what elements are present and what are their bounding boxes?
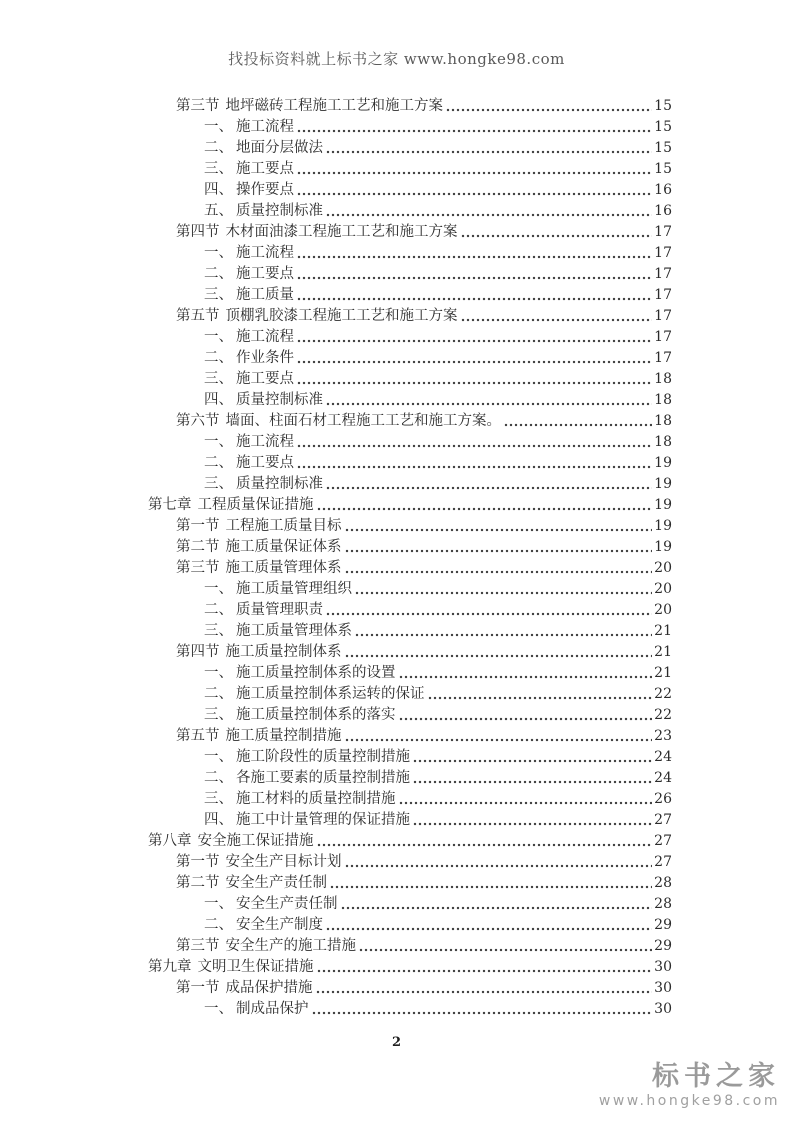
toc-entry-number: 三、 [204, 707, 233, 723]
toc-page-number: 30 [654, 959, 672, 975]
toc-page-number: 29 [654, 917, 672, 933]
toc-entry[interactable] [148, 117, 672, 138]
toc-entry[interactable] [148, 96, 672, 117]
toc-page-number: 15 [654, 140, 672, 156]
toc-list [148, 96, 672, 1020]
toc-entry-title: 质量管理职责 [236, 602, 323, 618]
toc-entry[interactable] [148, 180, 672, 201]
toc-entry-title: 文明卫生保证措施 [197, 959, 314, 975]
toc-page-number: 15 [654, 98, 672, 114]
toc-page-number: 20 [654, 602, 672, 618]
toc-entry-title: 成品保护措施 [225, 980, 313, 996]
toc-dot-leader [326, 611, 652, 617]
toc-entry[interactable] [148, 138, 672, 159]
toc-entry[interactable] [148, 579, 672, 600]
toc-entry[interactable] [148, 327, 672, 348]
toc-entry-number: 第一节 [176, 854, 220, 870]
toc-dot-leader [413, 821, 652, 827]
toc-entry-title: 质量控制标准 [236, 392, 323, 408]
toc-entry-number: 第三节 [176, 938, 220, 954]
toc-entry-title: 安全生产责任制 [225, 875, 327, 891]
toc-entry-number: 一、 [204, 434, 233, 450]
toc-entry[interactable] [148, 411, 672, 432]
toc-entry-title: 作业条件 [236, 350, 294, 366]
toc-entry-number: 五、 [204, 203, 233, 219]
toc-page-number: 17 [654, 329, 672, 345]
toc-dot-leader [399, 800, 653, 806]
toc-dot-leader [359, 947, 652, 953]
toc-entry[interactable] [148, 726, 672, 747]
toc-entry-title: 质量控制标准 [236, 203, 323, 219]
toc-entry-number: 二、 [204, 455, 233, 471]
toc-dot-leader [330, 884, 652, 890]
toc-page-number: 19 [654, 497, 672, 513]
toc-dot-leader [312, 1010, 653, 1016]
toc-entry-title: 施工要点 [236, 161, 294, 177]
toc-entry-number: 二、 [204, 602, 233, 618]
toc-entry-number: 二、 [204, 350, 233, 366]
toc-dot-leader [413, 779, 652, 785]
toc-entry-number: 一、 [204, 665, 233, 681]
site-watermark [598, 1060, 780, 1109]
toc-page-number: 17 [654, 308, 672, 324]
toc-entry-number: 第五节 [176, 728, 220, 744]
toc-entry-number: 第三节 [176, 98, 220, 114]
toc-entry-title: 安全施工保证措施 [197, 833, 314, 849]
toc-entry-number: 第三节 [176, 560, 220, 576]
toc-entry-title: 施工流程 [236, 434, 294, 450]
toc-entry-number: 三、 [204, 476, 233, 492]
toc-entry-number: 一、 [204, 1001, 233, 1017]
toc-dot-leader [504, 422, 652, 428]
toc-page-number: 27 [654, 833, 672, 849]
toc-entry[interactable] [148, 285, 672, 306]
toc-entry-title: 施工质量控制体系运转的保证 [236, 686, 425, 702]
toc-page-number: 20 [654, 581, 672, 597]
toc-entry-number: 二、 [204, 140, 233, 156]
toc-entry-title: 施工要点 [236, 371, 294, 387]
toc-entry[interactable] [148, 768, 672, 789]
toc-dot-leader [345, 653, 653, 659]
toc-dot-leader [297, 254, 652, 260]
toc-page-number: 17 [654, 287, 672, 303]
toc-entry[interactable] [148, 600, 672, 621]
toc-entry-number: 三、 [204, 287, 233, 303]
page-header-text: 找投标资料就上标书之家 www.hongke98.com [228, 50, 565, 68]
toc-page-number: 22 [654, 686, 672, 702]
toc-entry[interactable] [148, 810, 672, 831]
toc-entry-number: 一、 [204, 119, 233, 135]
watermark-brand-logo: 标书之家 [652, 1060, 780, 1092]
toc-entry-number: 第一节 [176, 980, 220, 996]
toc-dot-leader [399, 674, 653, 680]
toc-dot-leader [297, 275, 652, 281]
toc-entry[interactable] [148, 621, 672, 642]
toc-dot-leader [326, 149, 652, 155]
toc-entry-number: 四、 [204, 182, 233, 198]
toc-entry[interactable] [148, 936, 672, 957]
toc-dot-leader [399, 716, 653, 722]
toc-dot-leader [297, 464, 652, 470]
toc-page-number: 21 [654, 644, 672, 660]
toc-entry[interactable] [148, 999, 672, 1020]
toc-page-number: 19 [654, 476, 672, 492]
toc-entry-number: 第二节 [176, 875, 220, 891]
toc-entry-title: 施工阶段性的质量控制措施 [236, 749, 410, 765]
toc-entry-title: 施工质量管理体系 [225, 560, 342, 576]
toc-entry-title: 工程施工质量目标 [225, 518, 342, 534]
toc-entry[interactable] [148, 894, 672, 915]
toc-page-number: 18 [654, 413, 672, 429]
toc-entry[interactable] [148, 831, 672, 852]
toc-entry-title: 工程质量保证措施 [197, 497, 314, 513]
toc-entry-number: 四、 [204, 812, 233, 828]
toc-dot-leader [297, 191, 652, 197]
toc-entry[interactable] [148, 978, 672, 999]
toc-page-number: 16 [654, 182, 672, 198]
toc-entry-number: 第七章 [148, 497, 192, 513]
toc-entry-title: 安全生产责任制 [236, 896, 338, 912]
toc-entry[interactable] [148, 264, 672, 285]
toc-page-number: 30 [654, 1001, 672, 1017]
toc-entry-title: 施工材料的质量控制措施 [236, 791, 396, 807]
toc-page-number: 24 [654, 770, 672, 786]
toc-entry-number: 三、 [204, 623, 233, 639]
toc-entry-title: 施工流程 [236, 245, 294, 261]
toc-entry-title: 施工质量管理体系 [236, 623, 352, 639]
toc-entry-number: 第四节 [176, 224, 220, 240]
toc-page-number: 17 [654, 245, 672, 261]
toc-entry-number: 二、 [204, 917, 233, 933]
toc-entry[interactable] [148, 201, 672, 222]
toc-entry-title: 地面分层做法 [236, 140, 323, 156]
toc-dot-leader [461, 233, 653, 239]
toc-dot-leader [345, 548, 653, 554]
toc-page-number: 22 [654, 707, 672, 723]
toc-dot-leader [326, 401, 652, 407]
toc-entry-number: 三、 [204, 791, 233, 807]
toc-page-number: 24 [654, 749, 672, 765]
toc-entry-title: 施工质量控制体系的落实 [236, 707, 396, 723]
toc-page-number: 26 [654, 791, 672, 807]
toc-entry-title: 施工要点 [236, 266, 294, 282]
toc-entry[interactable] [148, 222, 672, 243]
toc-page-number: 21 [654, 623, 672, 639]
toc-dot-leader [297, 359, 652, 365]
toc-page-number: 19 [654, 455, 672, 471]
toc-entry-number: 第五节 [176, 308, 220, 324]
toc-entry[interactable] [148, 369, 672, 390]
toc-dot-leader [326, 212, 652, 218]
toc-dot-leader [345, 863, 653, 869]
footer-page-number: 2 [391, 1035, 402, 1050]
toc-dot-leader [355, 590, 652, 596]
toc-entry[interactable] [148, 558, 672, 579]
toc-dot-leader [297, 443, 652, 449]
toc-dot-leader [428, 695, 653, 701]
toc-dot-leader [317, 506, 653, 512]
toc-dot-leader [413, 758, 652, 764]
toc-entry[interactable] [148, 915, 672, 936]
toc-entry-number: 第六节 [176, 413, 220, 429]
toc-entry[interactable] [148, 390, 672, 411]
toc-entry-title: 施工质量控制措施 [225, 728, 342, 744]
toc-entry-title: 施工质量控制体系的设置 [236, 665, 396, 681]
toc-entry-title: 施工质量控制体系 [225, 644, 342, 660]
toc-entry[interactable] [148, 474, 672, 495]
toc-page-number: 17 [654, 224, 672, 240]
toc-dot-leader [326, 926, 652, 932]
toc-entry-title: 施工质量 [236, 287, 294, 303]
toc-entry[interactable] [148, 747, 672, 768]
toc-page-number: 27 [654, 854, 672, 870]
toc-entry-number: 一、 [204, 896, 233, 912]
toc-entry[interactable] [148, 873, 672, 894]
toc-entry-title: 施工流程 [236, 329, 294, 345]
toc-page-number: 28 [654, 875, 672, 891]
toc-entry-number: 一、 [204, 329, 233, 345]
toc-page-number: 17 [654, 350, 672, 366]
toc-page-number: 18 [654, 392, 672, 408]
toc-dot-leader [461, 317, 653, 323]
toc-dot-leader [317, 842, 653, 848]
toc-entry-number: 第四节 [176, 644, 220, 660]
toc-entry-number: 第九章 [148, 959, 192, 975]
toc-entry[interactable] [148, 243, 672, 264]
watermark-url: www.hongke98.com [598, 1093, 780, 1109]
toc-page-number: 17 [654, 266, 672, 282]
toc-entry-number: 二、 [204, 266, 233, 282]
toc-page-number: 23 [654, 728, 672, 744]
toc-entry-title: 施工中计量管理的保证措施 [236, 812, 410, 828]
toc-entry[interactable] [148, 432, 672, 453]
toc-entry[interactable] [148, 684, 672, 705]
toc-entry[interactable] [148, 537, 672, 558]
toc-entry[interactable] [148, 852, 672, 873]
toc-entry-number: 第一节 [176, 518, 220, 534]
toc-dot-leader [345, 569, 653, 575]
toc-entry-number: 三、 [204, 161, 233, 177]
toc-page-number: 16 [654, 203, 672, 219]
toc-page-number: 18 [654, 434, 672, 450]
toc-page-number: 15 [654, 119, 672, 135]
toc-page-number: 28 [654, 896, 672, 912]
toc-entry-title: 顶棚乳胶漆工程施工工艺和施工方案 [225, 308, 458, 324]
toc-page-number: 15 [654, 161, 672, 177]
toc-entry[interactable] [148, 663, 672, 684]
toc-dot-leader [297, 128, 652, 134]
toc-entry-number: 二、 [204, 686, 233, 702]
toc-entry[interactable] [148, 348, 672, 369]
toc-entry-title: 各施工要素的质量控制措施 [236, 770, 410, 786]
toc-entry[interactable] [148, 159, 672, 180]
toc-dot-leader [317, 968, 653, 974]
toc-entry-number: 第八章 [148, 833, 192, 849]
toc-dot-leader [446, 107, 652, 113]
toc-entry-title: 施工流程 [236, 119, 294, 135]
toc-entry-number: 一、 [204, 245, 233, 261]
toc-entry[interactable] [148, 306, 672, 327]
toc-entry-title: 地坪磁砖工程施工工艺和施工方案 [225, 98, 443, 114]
toc-entry-title: 施工要点 [236, 455, 294, 471]
toc-entry[interactable] [148, 642, 672, 663]
toc-entry-number: 四、 [204, 392, 233, 408]
toc-entry[interactable] [148, 453, 672, 474]
toc-entry-number: 二、 [204, 770, 233, 786]
toc-page-number: 27 [654, 812, 672, 828]
toc-dot-leader [341, 905, 653, 911]
toc-entry[interactable] [148, 495, 672, 516]
toc-page-number: 19 [654, 539, 672, 555]
toc-entry-title: 安全生产的施工措施 [225, 938, 356, 954]
toc-dot-leader [345, 737, 653, 743]
toc-entry-title: 施工质量保证体系 [225, 539, 342, 555]
toc-page-number: 19 [654, 518, 672, 534]
toc-entry-number: 三、 [204, 371, 233, 387]
toc-dot-leader [355, 632, 652, 638]
toc-entry[interactable] [148, 516, 672, 537]
toc-entry-title: 安全生产目标计划 [225, 854, 342, 870]
toc-page-number: 29 [654, 938, 672, 954]
toc-page-number: 21 [654, 665, 672, 681]
toc-dot-leader [316, 989, 653, 995]
toc-entry-title: 操作要点 [236, 182, 294, 198]
toc-dot-leader [297, 338, 652, 344]
toc-page-number: 18 [654, 371, 672, 387]
toc-entry-number: 一、 [204, 581, 233, 597]
toc-entry-title: 质量控制标准 [236, 476, 323, 492]
toc-entry[interactable] [148, 789, 672, 810]
toc-dot-leader [297, 380, 652, 386]
toc-dot-leader [297, 170, 652, 176]
toc-entry-title: 墙面、柱面石材工程施工工艺和施工方案。 [225, 413, 501, 429]
toc-entry-title: 施工质量管理组织 [236, 581, 352, 597]
toc-dot-leader [326, 485, 652, 491]
toc-page-number: 20 [654, 560, 672, 576]
toc-page-number: 30 [654, 980, 672, 996]
toc-entry-title: 制成品保护 [236, 1001, 309, 1017]
toc-entry-title: 安全生产制度 [236, 917, 323, 933]
toc-entry[interactable] [148, 705, 672, 726]
toc-entry-number: 第二节 [176, 539, 220, 555]
toc-entry-title: 木材面油漆工程施工工艺和施工方案 [225, 224, 458, 240]
toc-dot-leader [345, 527, 653, 533]
toc-entry-number: 一、 [204, 749, 233, 765]
toc-dot-leader [297, 296, 652, 302]
toc-entry[interactable] [148, 957, 672, 978]
